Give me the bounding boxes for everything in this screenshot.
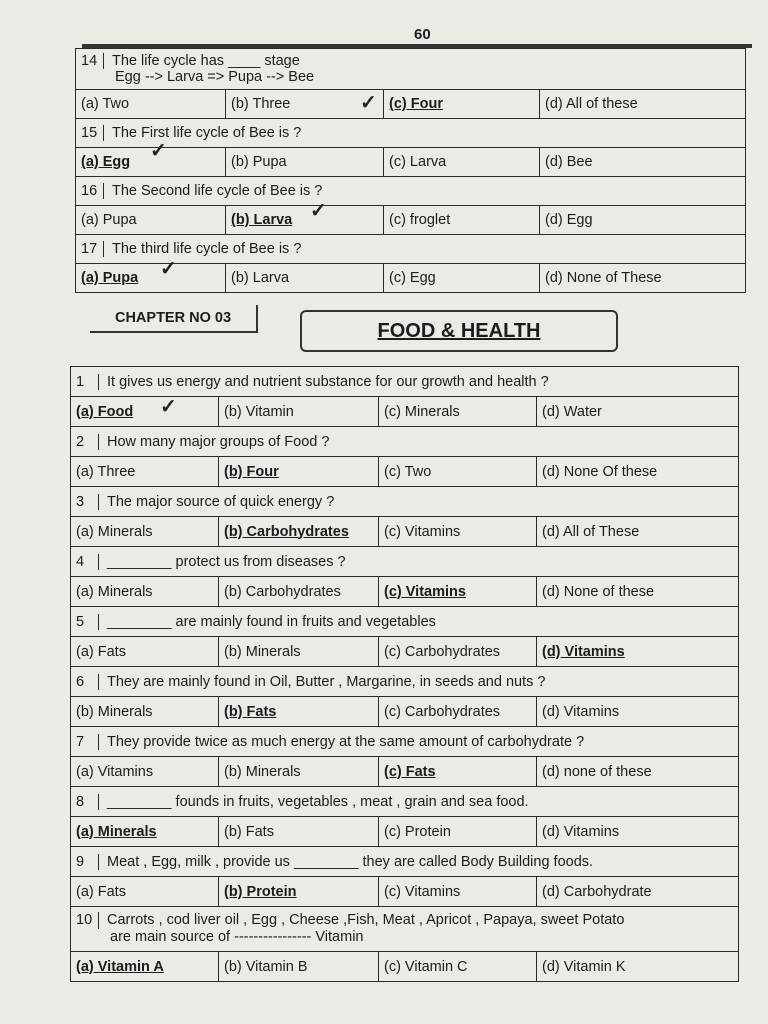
question-row <box>71 907 739 952</box>
option-cell <box>71 877 219 907</box>
question-stem: ________ protect us from diseases ? <box>107 553 346 570</box>
question-number: 4 <box>76 554 99 570</box>
option-cell <box>71 757 219 787</box>
correct-option-label: (d) Vitamins <box>542 643 625 660</box>
question-cell <box>71 487 739 517</box>
question-row <box>71 427 739 457</box>
option-label: (b) Vitamin B <box>224 958 308 975</box>
question-number: 3 <box>76 494 99 510</box>
option-cell <box>379 577 537 607</box>
option-cell <box>226 148 384 177</box>
option-cell <box>384 90 540 119</box>
question-number: 14 <box>81 53 104 69</box>
option-label: (d) All of These <box>542 523 640 540</box>
options-row <box>71 637 739 667</box>
check-mark-icon: ✓ <box>160 258 177 280</box>
option-label: (c) Vitamins <box>384 523 461 540</box>
option-label: (a) Fats <box>76 643 126 660</box>
option-label: (d) Bee <box>545 154 593 170</box>
question-stem-line2: are main source of ---------------- Vitamin <box>110 929 364 945</box>
question-stem: ________ founds in fruits, vegetables , meat , grain and sea food. <box>107 793 529 810</box>
question-stem: The third life cycle of Bee is ? <box>112 241 302 257</box>
option-label: (c) Two <box>384 463 432 480</box>
option-cell <box>537 577 739 607</box>
option-label: (b) Minerals <box>224 763 301 780</box>
mcq-table-food-health <box>70 366 739 982</box>
question-number: 16 <box>81 183 104 199</box>
question-cell <box>71 787 739 817</box>
question-stem: The First life cycle of Bee is ? <box>112 125 302 141</box>
option-label: (c) Carbohydrates <box>384 643 501 660</box>
option-label: (d) Carbohydrate <box>542 883 652 900</box>
option-cell <box>219 952 379 982</box>
option-cell <box>379 397 537 427</box>
question-stem: They are mainly found in Oil, Butter , Margarine, in seeds and nuts ? <box>107 673 546 690</box>
option-cell <box>219 817 379 847</box>
question-cell <box>71 547 739 577</box>
question-row <box>71 487 739 517</box>
option-cell <box>71 817 219 847</box>
option-label: (b) Pupa <box>231 154 287 170</box>
option-cell <box>379 817 537 847</box>
option-label: (a) Minerals <box>76 523 153 540</box>
question-row <box>76 119 746 148</box>
question-number: 17 <box>81 241 104 257</box>
question-cell <box>76 49 746 90</box>
check-mark-icon: ✓ <box>160 396 177 418</box>
option-cell <box>76 206 226 235</box>
option-cell <box>71 697 219 727</box>
correct-option-label: (c) Vitamins <box>384 583 466 600</box>
option-label: (a) Fats <box>76 883 126 900</box>
option-label: (d) Vitamin K <box>542 958 626 975</box>
question-number: 15 <box>81 125 104 141</box>
option-label: (c) Vitamin C <box>384 958 468 975</box>
chapter-label: CHAPTER NO 03 <box>90 305 258 333</box>
option-label: (a) Vitamins <box>76 763 154 780</box>
option-cell <box>537 517 739 547</box>
option-cell <box>540 206 746 235</box>
correct-option-label: (a) Minerals <box>76 823 157 840</box>
options-row <box>71 757 739 787</box>
option-cell <box>219 697 379 727</box>
option-cell <box>71 952 219 982</box>
question-stem: The Second life cycle of Bee is ? <box>112 183 323 199</box>
check-mark-icon: ✓ <box>360 92 377 114</box>
option-label: (b) Carbohydrates <box>224 583 341 600</box>
option-label: (d) None of These <box>545 270 662 286</box>
question-row <box>71 847 739 877</box>
option-cell <box>537 952 739 982</box>
option-cell <box>219 577 379 607</box>
question-cell <box>71 907 739 952</box>
option-cell <box>71 517 219 547</box>
option-cell <box>219 517 379 547</box>
option-cell <box>71 397 219 427</box>
question-cell <box>71 667 739 697</box>
question-row <box>71 367 739 397</box>
option-cell <box>537 757 739 787</box>
option-cell <box>76 264 226 293</box>
question-cell <box>71 427 739 457</box>
option-label: (a) Three <box>76 463 136 480</box>
options-row <box>71 577 739 607</box>
question-stem: They provide twice as much energy at the same amount of carbohydrate ? <box>107 733 585 750</box>
option-label: (c) Protein <box>384 823 451 840</box>
option-cell <box>219 757 379 787</box>
option-cell <box>540 264 746 293</box>
option-cell <box>219 397 379 427</box>
options-row <box>71 877 739 907</box>
option-cell <box>540 148 746 177</box>
question-row <box>76 49 746 90</box>
question-number: 1 <box>76 374 99 390</box>
option-label: (d) None of these <box>542 583 655 600</box>
option-label: (b) Three <box>231 96 291 112</box>
check-mark-icon: ✓ <box>150 140 167 162</box>
option-cell <box>219 637 379 667</box>
option-label: (b) Larva <box>231 270 290 286</box>
question-number: 7 <box>76 734 99 750</box>
question-number: 8 <box>76 794 99 810</box>
correct-option-label: (c) Fats <box>384 763 436 780</box>
question-stem: How many major groups of Food ? <box>107 433 330 450</box>
option-cell <box>537 637 739 667</box>
question-cell <box>76 177 746 206</box>
question-stem: It gives us energy and nutrient substance for our growth and health ? <box>107 373 549 390</box>
question-stem: ________ are mainly found in fruits and vegetables <box>107 613 436 630</box>
option-cell <box>537 817 739 847</box>
options-row <box>71 457 739 487</box>
question-row <box>71 787 739 817</box>
question-row <box>71 727 739 757</box>
correct-option-label: (a) Food <box>76 403 134 420</box>
correct-option-label: (b) Fats <box>224 703 277 720</box>
question-stem: The major source of quick energy ? <box>107 493 335 510</box>
option-cell <box>379 697 537 727</box>
option-label: (d) Vitamins <box>542 823 620 840</box>
option-cell <box>540 90 746 119</box>
question-number: 10 <box>76 912 99 929</box>
correct-option-label: (b) Larva <box>231 212 293 228</box>
question-number: 2 <box>76 434 99 450</box>
option-label: (b) Minerals <box>224 643 301 660</box>
options-row <box>71 517 739 547</box>
option-label: (c) froglet <box>389 212 451 228</box>
option-label: (c) Larva <box>389 154 447 170</box>
option-label: (a) Minerals <box>76 583 153 600</box>
options-row <box>71 697 739 727</box>
option-cell <box>219 457 379 487</box>
question-stem-line2: Egg --> Larva => Pupa --> Bee <box>115 69 315 85</box>
option-label: (d) Vitamins <box>542 703 620 720</box>
question-row <box>76 177 746 206</box>
option-cell <box>537 877 739 907</box>
question-cell <box>71 367 739 397</box>
correct-option-label: (b) Four <box>224 463 279 480</box>
question-number: 6 <box>76 674 99 690</box>
options-row <box>76 90 746 119</box>
option-cell <box>379 457 537 487</box>
option-cell <box>384 206 540 235</box>
options-row <box>71 952 739 982</box>
check-mark-icon: ✓ <box>310 200 327 222</box>
option-label: (a) Pupa <box>81 212 137 228</box>
option-cell <box>226 206 384 235</box>
question-cell <box>76 119 746 148</box>
option-label: (b) Minerals <box>76 703 153 720</box>
question-row <box>71 607 739 637</box>
option-cell <box>76 90 226 119</box>
option-cell <box>384 264 540 293</box>
question-row <box>71 667 739 697</box>
options-row <box>76 148 746 177</box>
option-cell <box>71 577 219 607</box>
option-cell <box>379 637 537 667</box>
correct-option-label: (b) Carbohydrates <box>224 523 349 540</box>
option-cell <box>71 457 219 487</box>
option-label: (c) Egg <box>389 270 436 286</box>
option-cell <box>384 148 540 177</box>
option-label: (d) All of these <box>545 96 638 112</box>
option-cell <box>379 757 537 787</box>
option-label: (d) Water <box>542 403 602 420</box>
option-label: (a) Two <box>81 96 130 112</box>
question-stem: The life cycle has ____ stage <box>112 53 300 69</box>
question-cell <box>71 847 739 877</box>
correct-option-label: (a) Vitamin A <box>76 958 164 975</box>
option-label: (c) Vitamins <box>384 883 461 900</box>
question-cell <box>71 727 739 757</box>
question-number: 5 <box>76 614 99 630</box>
page-number: 60 <box>414 26 431 43</box>
option-label: (b) Vitamin <box>224 403 294 420</box>
question-row <box>71 547 739 577</box>
option-label: (c) Minerals <box>384 403 460 420</box>
option-cell <box>219 877 379 907</box>
option-cell <box>226 264 384 293</box>
option-cell <box>379 877 537 907</box>
correct-option-label: (a) Pupa <box>81 270 139 286</box>
option-cell <box>379 952 537 982</box>
question-stem: Carrots , cod liver oil , Egg , Cheese ,Fish, Meat , Apricot , Papaya, sweet Potato <box>107 912 625 928</box>
option-cell <box>537 397 739 427</box>
option-label: (c) Carbohydrates <box>384 703 501 720</box>
option-cell <box>537 697 739 727</box>
chapter-title: FOOD & HEALTH <box>300 310 618 352</box>
correct-option-label: (c) Four <box>389 96 443 112</box>
correct-option-label: (b) Protein <box>224 883 297 900</box>
option-label: (d) None Of these <box>542 463 658 480</box>
option-cell <box>379 517 537 547</box>
question-number: 9 <box>76 854 99 870</box>
correct-option-label: (a) Egg <box>81 154 131 170</box>
option-cell <box>537 457 739 487</box>
option-cell <box>71 637 219 667</box>
question-cell <box>71 607 739 637</box>
option-label: (d) none of these <box>542 763 652 780</box>
options-row <box>71 817 739 847</box>
question-stem: Meat , Egg, milk , provide us ________ they are called Body Building foods. <box>107 853 594 870</box>
options-row <box>76 206 746 235</box>
option-label: (d) Egg <box>545 212 593 228</box>
option-label: (b) Fats <box>224 823 274 840</box>
